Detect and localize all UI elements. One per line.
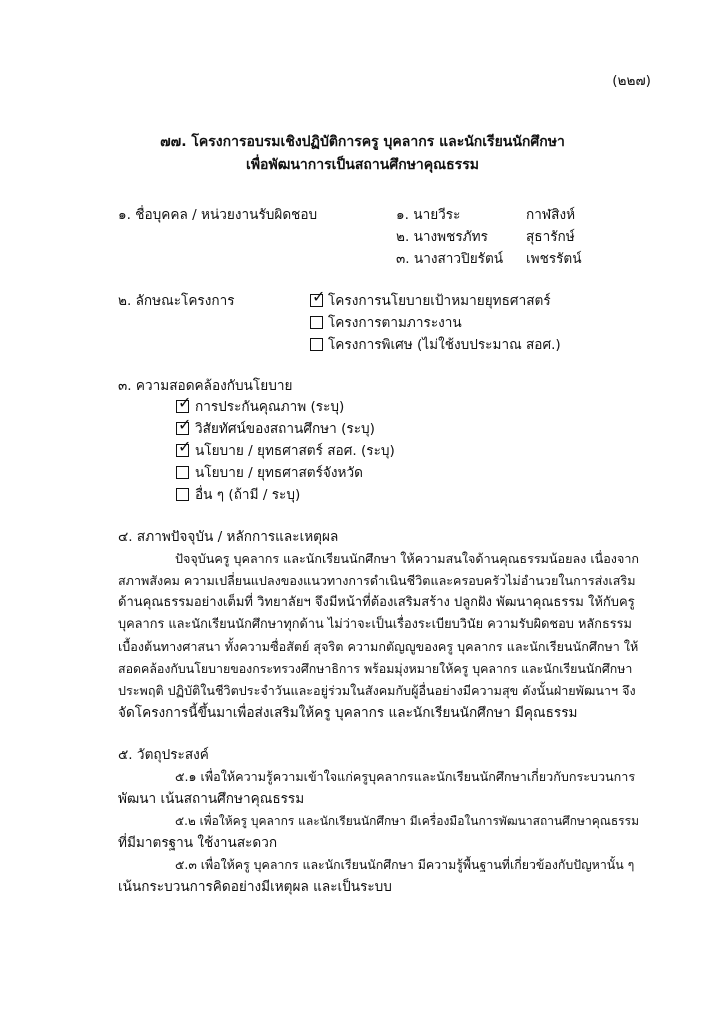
section2-heading: ๒. ลักษณะโครงการ bbox=[118, 293, 235, 309]
rationale-line-1: ปัจจุบันครู บุคลากร และนักเรียนนักศึกษา ให้ความสนใจด้านคุณธรรมน้อยลง เนื่องจาก bbox=[175, 551, 640, 566]
rationale-line-6: สอดคล้องกับนโยบายของกระทรวงศึกษาธิการ พร้อมมุ่งหมายให้ครู บุคลากร และนักเรียนนักศึกษา bbox=[118, 661, 633, 676]
page-number: (๒๒๗) bbox=[612, 73, 651, 89]
objective-1-line-2: พัฒนา เน้นสถานศึกษาคุณธรรม bbox=[118, 791, 305, 807]
checkbox-policy-1[interactable] bbox=[176, 393, 192, 413]
document-title-line1: ๗๗. โครงการอบรมเชิงปฏิบัติการครู บุคลากร และนักเรียนนักศึกษา bbox=[160, 134, 565, 150]
person-3-name: ๓. นางสาวปิยรัตน์ bbox=[396, 251, 504, 267]
rationale-line-2: สภาพสังคม ความเปลี่ยนแปลงของแนวทางการดำเนินชีวิตและครอบครัวไม่อำนวยในการส่งเสริม bbox=[118, 573, 636, 588]
objective-2-line-1: ๕.๒ เพื่อให้ครู บุคลากร และนักเรียนนักศึกษา มีเครื่องมือในการพัฒนาสถานศึกษาคุณธรรม bbox=[175, 814, 639, 828]
person-1-name: ๑. นายวีระ bbox=[396, 207, 461, 223]
objective-1-line-1: ๕.๑ เพื่อให้ความรู้ความเข้าใจแก่ครูบุคลากรและนักเรียนนักศึกษาเกี่ยวกับกระบวนการ bbox=[175, 769, 636, 784]
policy-1-label: การประกันคุณภาพ (ระบุ) bbox=[195, 399, 345, 415]
person-2-surname: สุธารักษ์ bbox=[526, 229, 575, 245]
check-mark-icon: ✓ bbox=[178, 415, 192, 434]
project-type-3-label: โครงการพิเศษ (ไม่ใช้งบประมาณ สอศ.) bbox=[328, 337, 561, 353]
rationale-line-3: ด้านคุณธรรมอย่างเต็มที่ วิทยาลัยฯ จึงมีหน้าที่ต้องเสริมสร้าง ปลูกฝัง พัฒนาคุณธรรม ให้กับครู bbox=[118, 595, 635, 610]
policy-4-label: นโยบาย / ยุทธศาสตร์จังหวัด bbox=[195, 465, 363, 481]
checkbox-policy-2[interactable] bbox=[176, 415, 192, 435]
checkbox-policy-5[interactable] bbox=[176, 488, 189, 501]
rationale-line-5: เบื้องต้นทางศาสนา ทั้งความซื่อสัตย์ สุจริต ความกตัญญูของครู บุคลากร และนักเรียนนักศึกษา ให้ bbox=[118, 639, 639, 654]
rationale-line-4: บุคลากร และนักเรียนนักศึกษาทุกด้าน ไม่ว่าจะเป็นเรื่องระเบียบวินัย ความรับผิดชอบ หลักธรรม bbox=[118, 617, 632, 632]
section1-heading: ๑. ชื่อบุคคล / หน่วยงานรับผิดชอบ bbox=[118, 207, 318, 223]
check-mark-icon: ✓ bbox=[312, 287, 326, 306]
project-type-2-label: โครงการตามภาระงาน bbox=[328, 315, 462, 331]
check-mark-icon: ✓ bbox=[178, 437, 192, 456]
checkbox-project-type-3[interactable] bbox=[310, 338, 323, 351]
person-2-name: ๒. นางพชรภัทร bbox=[396, 229, 488, 245]
section3-heading: ๓. ความสอดคล้องกับนโยบาย bbox=[118, 378, 293, 394]
objective-3-line-1: ๕.๓ เพื่อให้ครู บุคลากร และนักเรียนนักศึกษา มีความรู้พื้นฐานที่เกี่ยวข้องกับปัญหานั้น ๆ bbox=[175, 857, 635, 872]
policy-2-label: วิสัยทัศน์ของสถานศึกษา (ระบุ) bbox=[195, 421, 375, 437]
objective-2-line-2: ที่มีมาตรฐาน ใช้งานสะดวก bbox=[118, 835, 278, 851]
policy-5-label: อื่น ๆ (ถ้ามี / ระบุ) bbox=[195, 487, 301, 503]
person-3-surname: เพชรรัตน์ bbox=[526, 251, 582, 267]
rationale-line-8: จัดโครงการนี้ขึ้นมาเพื่อส่งเสริมให้ครู บุคลากร และนักเรียนนักศึกษา มีคุณธรรม bbox=[118, 705, 578, 721]
objective-3-line-2: เน้นกระบวนการคิดอย่างมีเหตุผล และเป็นระบบ bbox=[118, 879, 392, 895]
document-title-line2: เพื่อพัฒนาการเป็นสถานศึกษาคุณธรรม bbox=[246, 157, 479, 173]
checkbox-project-type-2[interactable] bbox=[310, 316, 323, 329]
checkbox-policy-4[interactable] bbox=[176, 466, 189, 479]
project-type-1-label: โครงการนโยบายเป้าหมายยุทธศาสตร์ bbox=[328, 293, 551, 309]
checkbox-project-type-1[interactable] bbox=[310, 287, 326, 307]
section4-heading: ๔. สภาพปัจจุบัน / หลักการและเหตุผล bbox=[118, 529, 339, 545]
section5-heading: ๕. วัตถุประสงค์ bbox=[118, 747, 209, 763]
check-mark-icon: ✓ bbox=[178, 393, 192, 412]
person-1-surname: กาฬสิงห์ bbox=[526, 207, 576, 223]
checkbox-policy-3[interactable] bbox=[176, 437, 192, 457]
policy-3-label: นโยบาย / ยุทธศาสตร์ สอศ. (ระบุ) bbox=[195, 443, 395, 459]
rationale-line-7: ประพฤติ ปฏิบัติในชีวิตประจำวันและอยู่ร่วมในสังคมกับผู้อื่นอย่างมีความสุข ดังนั้นฝ่ายพัฒนาฯ จึง bbox=[118, 683, 636, 698]
